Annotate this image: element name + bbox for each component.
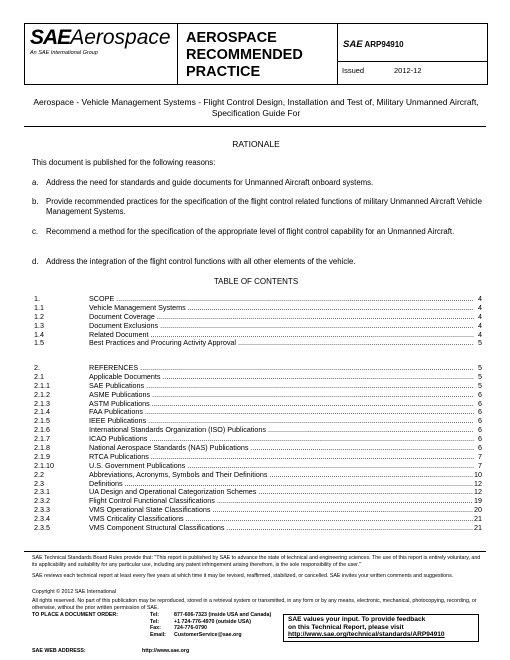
feedback-link[interactable]: http://www.sae.org/technical/standards/ARP94910: [288, 631, 445, 639]
rationale-item: c. Recommend a method for the specification of the appropriate level of flight control capability for an Unmanned Aircraft.: [32, 227, 455, 236]
toc-row[interactable]: [34, 339, 482, 348]
header-divider: [337, 61, 487, 62]
toc-label: National Aerospace Standards (NAS) Publications .....: [89, 444, 474, 453]
toc-row[interactable]: [34, 426, 482, 435]
toc-heading: TABLE OF CONTENTS: [213, 277, 299, 286]
logo-subtitle: An SAE International Group: [30, 50, 98, 56]
order-email[interactable]: CustomerService@sae.org: [174, 631, 242, 638]
feedback-box: SAE values your input. To provide feedback on this Technical Report, please visit http://www.sae.org/technical/standards/ARP94910: [283, 614, 479, 642]
toc-row[interactable]: [34, 382, 482, 391]
toc-number: 2.3.5: [34, 524, 50, 533]
order-phone: 877-606-7323 (inside USA and Canada): [174, 612, 272, 618]
toc-label: UA Design and Operational Categorization Schemes .....: [89, 488, 474, 497]
toc-label: VMS Operational State Classifications .....: [89, 506, 474, 515]
toc-row[interactable]: [34, 480, 482, 489]
toc-row[interactable]: [34, 462, 482, 471]
toc-row[interactable]: [34, 515, 482, 524]
toc-label: IEEE Publications .....: [89, 417, 474, 426]
toc-section-2: [34, 364, 482, 533]
toc-label: Vehicle Management Systems .....: [89, 304, 474, 313]
toc-number: 2.3.4: [34, 515, 50, 524]
toc-number: 2.1.9: [34, 452, 50, 461]
toc-row[interactable]: [34, 295, 482, 304]
web-address-link[interactable]: http://www.sae.org: [142, 648, 190, 654]
header-divider: [177, 24, 178, 84]
toc-row[interactable]: [34, 373, 482, 382]
toc-row[interactable]: [34, 506, 482, 515]
title-rule: [24, 126, 486, 127]
toc-label: VMS Criticality Classifications .....: [89, 515, 474, 524]
toc-row[interactable]: [34, 453, 482, 462]
toc-label: Document Exclusions .....: [89, 322, 474, 331]
toc-number: 1.4: [34, 330, 44, 339]
toc-row[interactable]: [34, 444, 482, 453]
toc-number: 2.1.8: [34, 444, 50, 453]
toc-number: 1.1: [34, 303, 44, 312]
toc-page: 4: [478, 295, 482, 303]
footer-policy: SAE Technical Standards Board Rules provide that: "This report is published by SAE to advance the state of technical and engineering sciences. The use of this report is entirely voluntary, and its applicability and suitability for any particular use, including any patent infringement arising therefrom, is the sole responsibility of the user.": [32, 555, 481, 568]
toc-number: 2.1.3: [34, 399, 50, 408]
issued-date: Issued 2012-12: [342, 66, 422, 75]
toc-section-1: [34, 295, 482, 348]
order-info: TO PLACE A DOCUMENT ORDER: Tel: 877-606-7323 (inside USA and Canada) Tel: +1 724-776-4970 (outside USA) Fax: 724-776-0790 Email: CustomerService@sae.org: [32, 612, 272, 638]
toc-page: 5: [478, 339, 482, 348]
toc-label: ASTM Publications .....: [89, 400, 474, 409]
toc-page: 21: [474, 524, 482, 533]
toc-number: 2.: [34, 364, 40, 372]
toc-number: 2.3.2: [34, 497, 50, 506]
toc-number: 2.1.10: [34, 461, 54, 470]
toc-row[interactable]: [34, 391, 482, 400]
document-title: Aerospace - Vehicle Management Systems - Flight Control Design, Installation and Test of, Military Unmanned Aircraft, Specification Guide For: [33, 97, 479, 118]
sae-aerospace-logo: SAEAerospace An SAE International Group: [30, 26, 171, 56]
toc-label: Abbreviations, Acronyms, Symbols and Their Definitions .....: [89, 471, 474, 480]
toc-page: 6: [478, 417, 482, 426]
toc-number: 2.1.4: [34, 408, 50, 417]
footer-rights: All rights reserved. No part of this publication may be reproduced, stored in a retrieval system or transmitted, in any form or by any means, electronic, mechanical, photocopying, recording, or otherwise, without the prior written permission of SAE.: [32, 598, 477, 611]
toc-number: 2.1: [34, 372, 44, 381]
toc-number: 1.: [34, 295, 40, 303]
toc-row[interactable]: [34, 304, 482, 313]
toc-label: FAA Publications .....: [89, 408, 474, 417]
toc-number: 2.1.7: [34, 435, 50, 444]
rationale-intro: This document is published for the following reasons:: [32, 158, 216, 167]
toc-label: SCOPE .....: [89, 295, 474, 304]
toc-label: Flight Control Functional Classifications .....: [89, 497, 474, 506]
toc-number: 1.2: [34, 312, 44, 321]
toc-number: 2.1.1: [34, 381, 50, 390]
toc-row[interactable]: [34, 417, 482, 426]
toc-page: 5: [478, 381, 482, 390]
toc-page: 7: [478, 452, 482, 461]
toc-label: RTCA Publications .....: [89, 453, 474, 462]
toc-page: 20: [474, 506, 482, 515]
toc-page: 5: [478, 364, 482, 372]
toc-number: 2.1.6: [34, 426, 50, 435]
toc-number: 2.1.5: [34, 417, 50, 426]
toc-number: 1.5: [34, 339, 44, 348]
toc-label: SAE Publications .....: [89, 382, 474, 391]
toc-row[interactable]: [34, 408, 482, 417]
order-phone: +1 724-776-4970 (outside USA): [174, 618, 251, 625]
toc-page: 6: [478, 390, 482, 399]
toc-label: REFERENCES .....: [89, 364, 474, 373]
document-type: AEROSPACE RECOMMENDED PRACTICE: [186, 30, 303, 80]
toc-label: Best Practices and Procuring Activity Approval .....: [89, 339, 474, 348]
rationale-item: a. Address the need for standards and guide documents for Unmanned Aircraft onboard systems.: [32, 178, 374, 187]
header-divider: [337, 24, 338, 84]
toc-page: 21: [474, 515, 482, 524]
footer-review: SAE reviews each technical report at least every five years at which time it may be revised, reaffirmed, stabilized, or cancelled. SAE invites your written comments and suggestions.: [32, 573, 454, 579]
toc-label: VMS Component Structural Classifications .....: [89, 524, 474, 533]
toc-number: 2.2: [34, 470, 44, 479]
toc-row[interactable]: [34, 497, 482, 506]
toc-row[interactable]: [34, 435, 482, 444]
toc-label: ASME Publications .....: [89, 391, 474, 400]
toc-page: 4: [478, 330, 482, 339]
toc-label: U.S. Government Publications .....: [89, 462, 474, 471]
toc-row[interactable]: [34, 331, 482, 340]
toc-page: 6: [478, 399, 482, 408]
toc-page: 6: [478, 426, 482, 435]
toc-row[interactable]: [34, 364, 482, 373]
footer-copyright: Copyright © 2012 SAE International: [32, 589, 116, 595]
toc-page: 4: [478, 303, 482, 312]
rationale-item: b. Provide recommended practices for the specification of the flight control related functions of military Unmanned Aircraft Vehicle Management Systems.: [32, 197, 482, 216]
toc-row[interactable]: [34, 322, 482, 331]
toc-page: 10: [474, 470, 482, 479]
toc-page: 4: [478, 321, 482, 330]
toc-page: 6: [478, 444, 482, 453]
toc-label: Related Document .....: [89, 331, 474, 340]
rationale-heading: RATIONALE: [232, 139, 280, 149]
rationale-item: d. Address the integration of the flight control functions with all other elements of the vehicle.: [32, 257, 356, 266]
order-fax: 724-776-0790: [174, 625, 207, 632]
toc-number: 2.3.1: [34, 488, 50, 497]
toc-page: 4: [478, 312, 482, 321]
toc-label: Document Coverage .....: [89, 313, 474, 322]
toc-page: 19: [474, 497, 482, 506]
toc-row[interactable]: [34, 488, 482, 497]
toc-page: 6: [478, 435, 482, 444]
toc-page: 12: [474, 479, 482, 488]
toc-row[interactable]: [34, 400, 482, 409]
toc-label: International Standards Organization (ISO) Publications .....: [89, 426, 474, 435]
toc-row[interactable]: [34, 313, 482, 322]
order-label: TO PLACE A DOCUMENT ORDER:: [32, 612, 119, 618]
toc-label: ICAO Publications .....: [89, 435, 474, 444]
toc-number: 1.3: [34, 321, 44, 330]
toc-label: Definitions .....: [89, 480, 474, 489]
toc-row[interactable]: [34, 524, 482, 533]
footer-rule: [24, 551, 486, 552]
toc-number: 2.1.2: [34, 390, 50, 399]
toc-page: 5: [478, 372, 482, 381]
toc-page: 6: [478, 408, 482, 417]
toc-page: 7: [478, 461, 482, 470]
toc-number: 2.3.3: [34, 506, 50, 515]
toc-number: 2.3: [34, 479, 44, 488]
document-number: SAE ARP94910: [343, 39, 404, 50]
web-address: SAE WEB ADDRESS: http://www.sae.org: [32, 648, 190, 654]
toc-row[interactable]: [34, 471, 482, 480]
toc-page: 12: [474, 488, 482, 497]
toc-label: Applicable Documents .....: [89, 373, 474, 382]
